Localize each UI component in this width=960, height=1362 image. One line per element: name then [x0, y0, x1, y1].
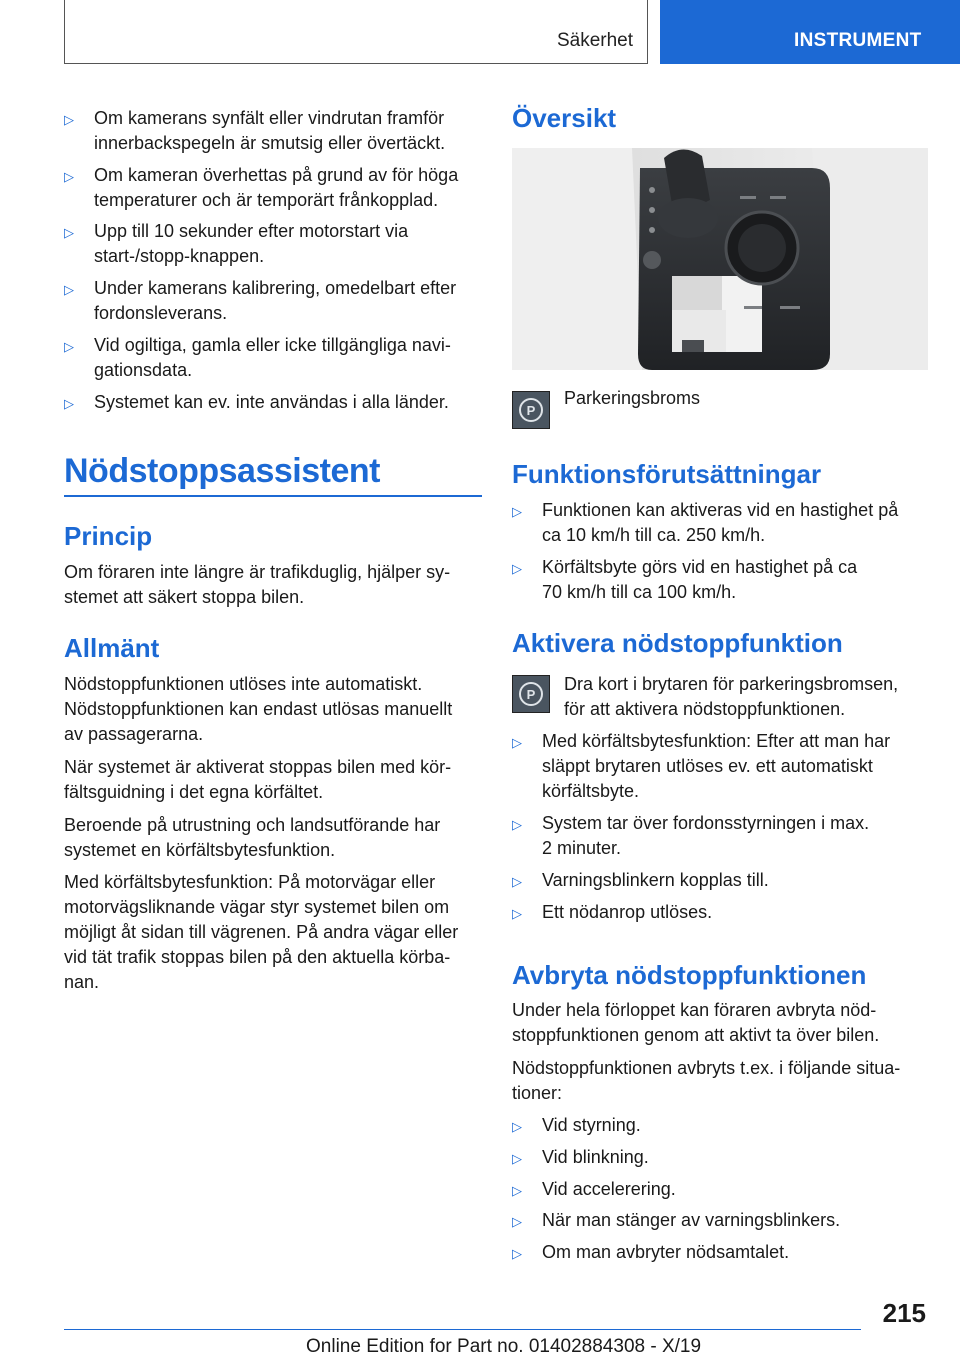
triangle-bullet-icon: ▷ [64, 282, 74, 297]
triangle-bullet-icon: ▷ [512, 1119, 522, 1134]
triangle-bullet-icon: ▷ [64, 396, 74, 411]
princip-heading: Princip [64, 521, 153, 551]
page-title: Nödstoppsassistent [64, 452, 380, 490]
parking-brake-icon: P [512, 675, 550, 713]
page-number: 215 [882, 1298, 926, 1328]
allmant-paragraph: När systemet är aktiverat stoppas bilen med kör- fältsguidning i det egna körfältet. [64, 757, 452, 802]
triangle-bullet-icon: ▷ [64, 339, 74, 354]
avbryta-paragraph: Under hela förloppet kan föraren avbryta nöd- stoppfunktionen genom att aktivt ta över bilen. [512, 1000, 880, 1045]
triangle-bullet-icon: ▷ [512, 1214, 522, 1229]
header-section-label: Säkerhet [556, 30, 633, 51]
title-divider [64, 495, 482, 497]
funktion-heading: Funktionsförutsättningar [512, 459, 822, 489]
triangle-bullet-icon: ▷ [512, 561, 522, 576]
triangle-bullet-icon: ▷ [512, 1183, 522, 1198]
princip-text: Om föraren inte längre är trafikduglig, hjälper sy- stemet att säkert stoppa bilen. [64, 562, 451, 607]
aktivera-heading: Aktivera nödstoppfunktion [512, 628, 843, 658]
triangle-bullet-icon: ▷ [512, 504, 522, 519]
header-chapter-label: INSTRUMENT [794, 30, 922, 51]
triangle-bullet-icon: ▷ [64, 169, 74, 184]
allmant-paragraph: Med körfältsbytesfunktion: På motorvägar eller motorvägsliknande vägar styr systemet bilen om möjligt åt sidan till vägrenen. På andra vägar eller vid tät trafik stoppas bilen på den aktuella körba- nan. [64, 872, 459, 992]
allmant-heading: Allmänt [64, 633, 160, 663]
avbryta-paragraph: Nödstoppfunktionen avbryts t.ex. i följande situa- tioner: [512, 1058, 901, 1103]
center-console-illustration [512, 148, 928, 370]
triangle-bullet-icon: ▷ [512, 906, 522, 921]
allmant-paragraph: Beroende på utrustning och landsutförande har systemet en körfältsbytesfunktion. [64, 815, 441, 860]
triangle-bullet-icon: ▷ [512, 817, 522, 832]
triangle-bullet-icon: ▷ [512, 874, 522, 889]
allmant-paragraph: Nödstoppfunktionen utlöses inte automatiskt. Nödstoppfunktionen kan endast utlösas manuellt av passagerarna. [64, 674, 453, 744]
avbryta-heading: Avbryta nödstoppfunktionen [512, 960, 867, 990]
triangle-bullet-icon: ▷ [512, 735, 522, 750]
triangle-bullet-icon: ▷ [512, 1246, 522, 1261]
oversikt-heading: Översikt [512, 103, 617, 133]
footer-divider [64, 1329, 861, 1330]
triangle-bullet-icon: ▷ [64, 225, 74, 240]
triangle-bullet-icon: ▷ [512, 1151, 522, 1166]
aktivera-text: Dra kort i brytaren för parkeringsbromsen, för att aktivera nödstoppfunktionen. [564, 674, 899, 719]
header-section-tab [64, 0, 648, 64]
triangle-bullet-icon: ▷ [64, 112, 74, 127]
header-chapter-tab [660, 0, 960, 64]
parking-brake-label: Parkeringsbroms [564, 388, 701, 408]
footer-edition: Online Edition for Part no. 01402884308 - X/19 [306, 1336, 702, 1357]
center-console-photo [512, 148, 928, 370]
parking-brake-icon: P [512, 391, 550, 429]
